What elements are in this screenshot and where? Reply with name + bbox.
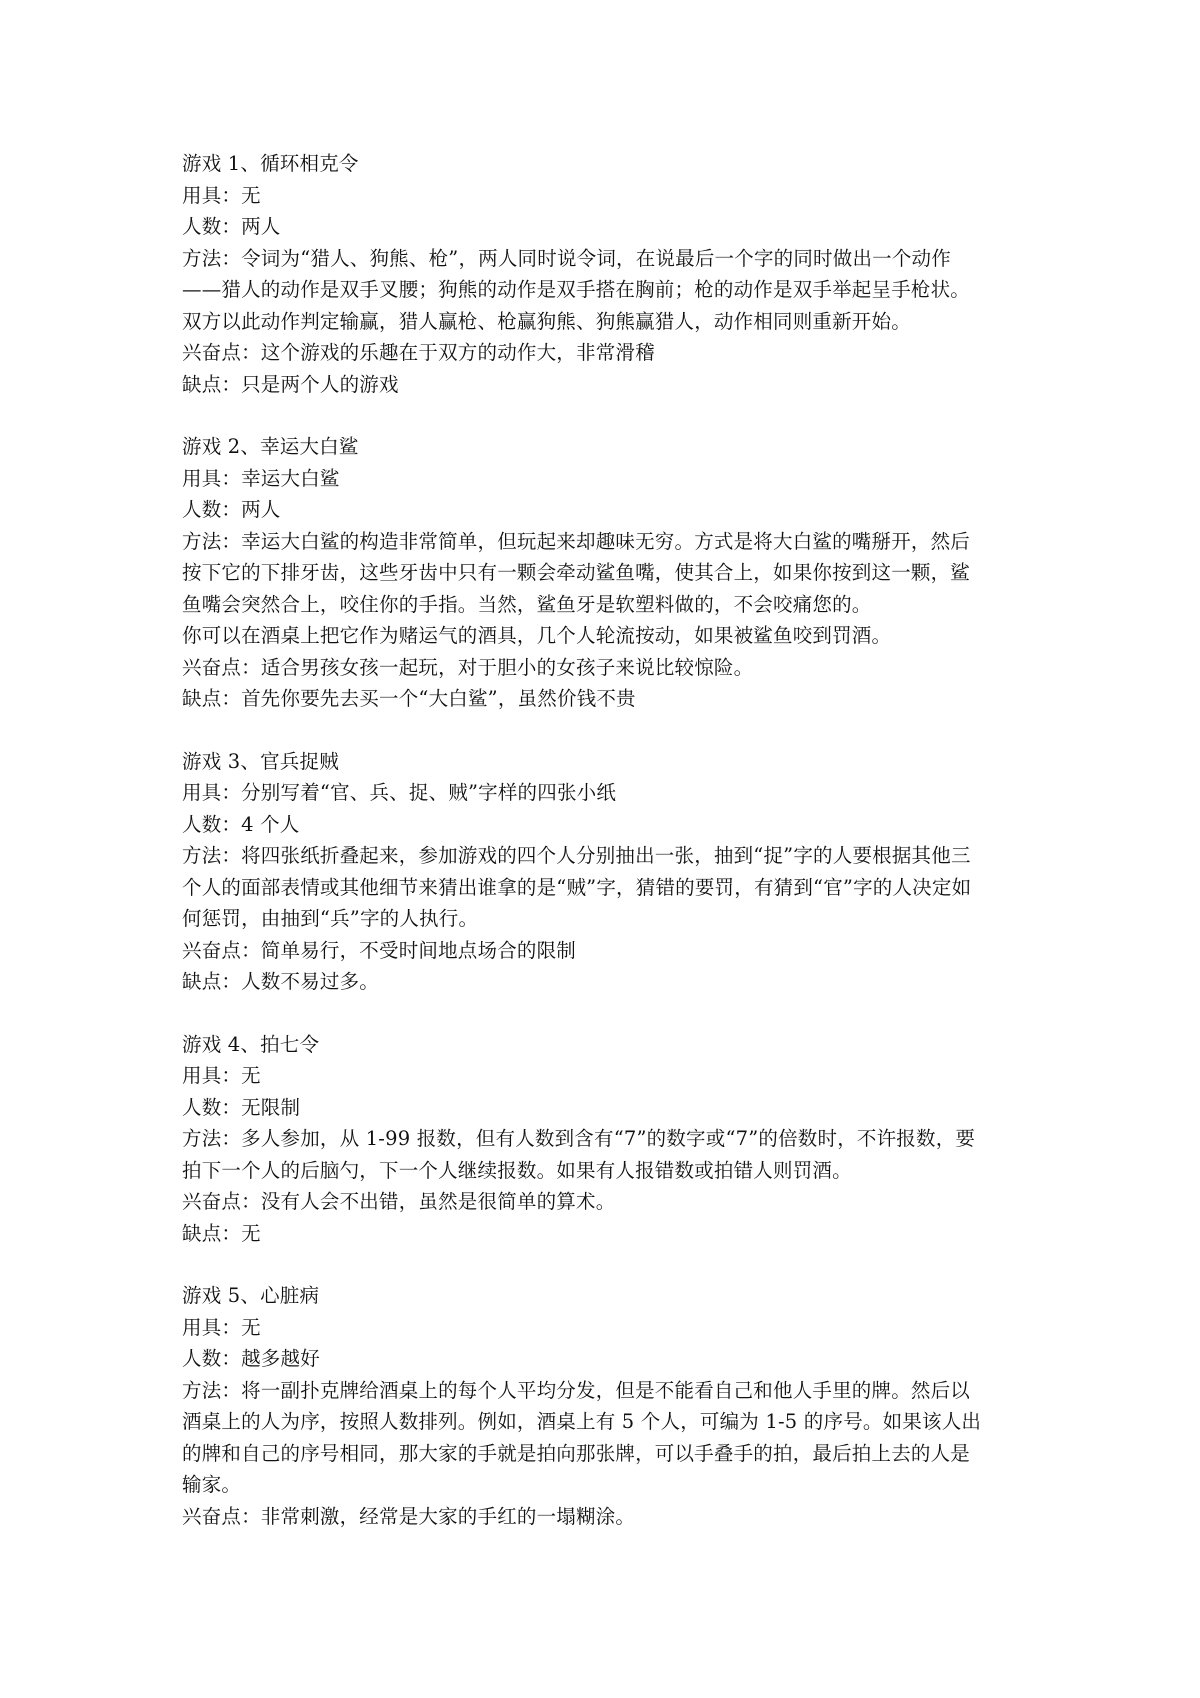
- game-drawback: 缺点：人数不易过多。: [182, 970, 380, 993]
- game-method-line: 酒桌上的人为序，按照人数排列。例如，酒桌上有 5 个人，可编为 1-5 的序号。如果该人出: [182, 1410, 982, 1433]
- game-method-line: 输家。: [182, 1473, 242, 1496]
- game-section-1: [182, 148, 1028, 400]
- game-tool: 用具：无: [182, 1315, 261, 1339]
- game-section-3: [182, 746, 1028, 998]
- game-title: 游戏 4、拍七令: [182, 1032, 320, 1056]
- game-title: 游戏 1、循环相克令: [182, 152, 359, 175]
- game-players: 人数：4 个人: [182, 812, 300, 836]
- game-highlight: 兴奋点：适合男孩女孩一起玩，对于胆小的女孩子来说比较惊险。: [182, 655, 754, 679]
- game-title: 游戏 2、幸运大白鲨: [182, 435, 359, 458]
- game-method-line: 方法：将一副扑克牌给酒桌上的每个人平均分发，但是不能看自己和他人手里的牌。然后以: [182, 1378, 971, 1402]
- game-highlight: 兴奋点：简单易行，不受时间地点场合的限制: [182, 938, 577, 962]
- game-highlight: 兴奋点：这个游戏的乐趣在于双方的动作大，非常滑稽: [182, 341, 655, 364]
- game-method-line: 按下它的下排牙齿，这些牙齿中只有一颗会牵动鲨鱼嘴，使其合上，如果你按到这一颗，鲨: [182, 561, 971, 584]
- game-section-4: [182, 1029, 1028, 1250]
- game-method-line: 方法：令词为“猎人、狗熊、枪”，两人同时说令词，在说最后一个字的同时做出一个动作: [182, 246, 951, 270]
- game-players: 人数：两人: [182, 215, 281, 238]
- game-drawback: 缺点：无: [182, 1221, 261, 1245]
- document-page: [182, 148, 1028, 1563]
- game-method-line: 你可以在酒桌上把它作为赌运气的酒具，几个人轮流按动，如果被鲨鱼咬到罚酒。: [182, 624, 892, 647]
- game-method-line: 的牌和自己的序号相同，那大家的手就是拍向那张牌，可以手叠手的拍，最后拍上去的人是: [182, 1441, 971, 1465]
- game-method-line: 双方以此动作判定输赢，猎人赢枪、枪赢狗熊、狗熊赢猎人，动作相同则重新开始。: [182, 309, 911, 333]
- game-players: 人数：两人: [182, 498, 281, 521]
- game-method-line: ——猎人的动作是双手叉腰；狗熊的动作是双手搭在胸前；枪的动作是双手举起呈手枪状。: [182, 278, 971, 301]
- game-highlight: 兴奋点：没有人会不出错，虽然是很简单的算术。: [182, 1190, 616, 1213]
- game-method-line: 何惩罚，由抽到“兵”字的人执行。: [182, 907, 479, 930]
- game-method-line: 方法：多人参加，从 1-99 报数，但有人数到含有“7”的数字或“7”的倍数时，不许报数，要: [182, 1127, 976, 1150]
- game-tool: 用具：幸运大白鲨: [182, 466, 340, 490]
- game-drawback: 缺点：只是两个人的游戏: [182, 372, 399, 396]
- game-tool: 用具：无: [182, 1064, 261, 1087]
- game-tool: 用具：分别写着“官、兵、捉、贼”字样的四张小纸: [182, 781, 617, 804]
- game-method-line: 方法：幸运大白鲨的构造非常简单，但玩起来却趣味无穷。方式是将大白鲨的嘴掰开，然后: [182, 529, 971, 553]
- game-title: 游戏 3、官兵捉贼: [182, 749, 339, 773]
- game-method-line: 个人的面部表情或其他细节来猜出谁拿的是“贼”字，猜错的要罚，有猜到“官”字的人决定如: [182, 875, 972, 899]
- game-method-line: 方法：将四张纸折叠起来，参加游戏的四个人分别抽出一张，抽到“捉”字的人要根据其他三: [182, 844, 971, 867]
- game-players: 人数：无限制: [182, 1095, 301, 1119]
- game-method-line: 拍下一个人的后脑勺，下一个人继续报数。如果有人报错数或拍错人则罚酒。: [182, 1158, 852, 1182]
- game-tool: 用具：无: [182, 183, 261, 207]
- game-section-2: [182, 431, 1028, 715]
- game-title: 游戏 5、心脏病: [182, 1284, 320, 1307]
- game-drawback: 缺点：首先你要先去买一个“大白鲨”，虽然价钱不贵: [182, 687, 636, 710]
- game-players: 人数：越多越好: [182, 1347, 320, 1370]
- game-method-line: 鱼嘴会突然合上，咬住你的手指。当然，鲨鱼牙是软塑料做的，不会咬痛您的。: [182, 592, 872, 616]
- game-highlight: 兴奋点：非常刺激，经常是大家的手红的一塌糊涂。: [182, 1504, 636, 1528]
- game-section-5: [182, 1280, 1028, 1532]
